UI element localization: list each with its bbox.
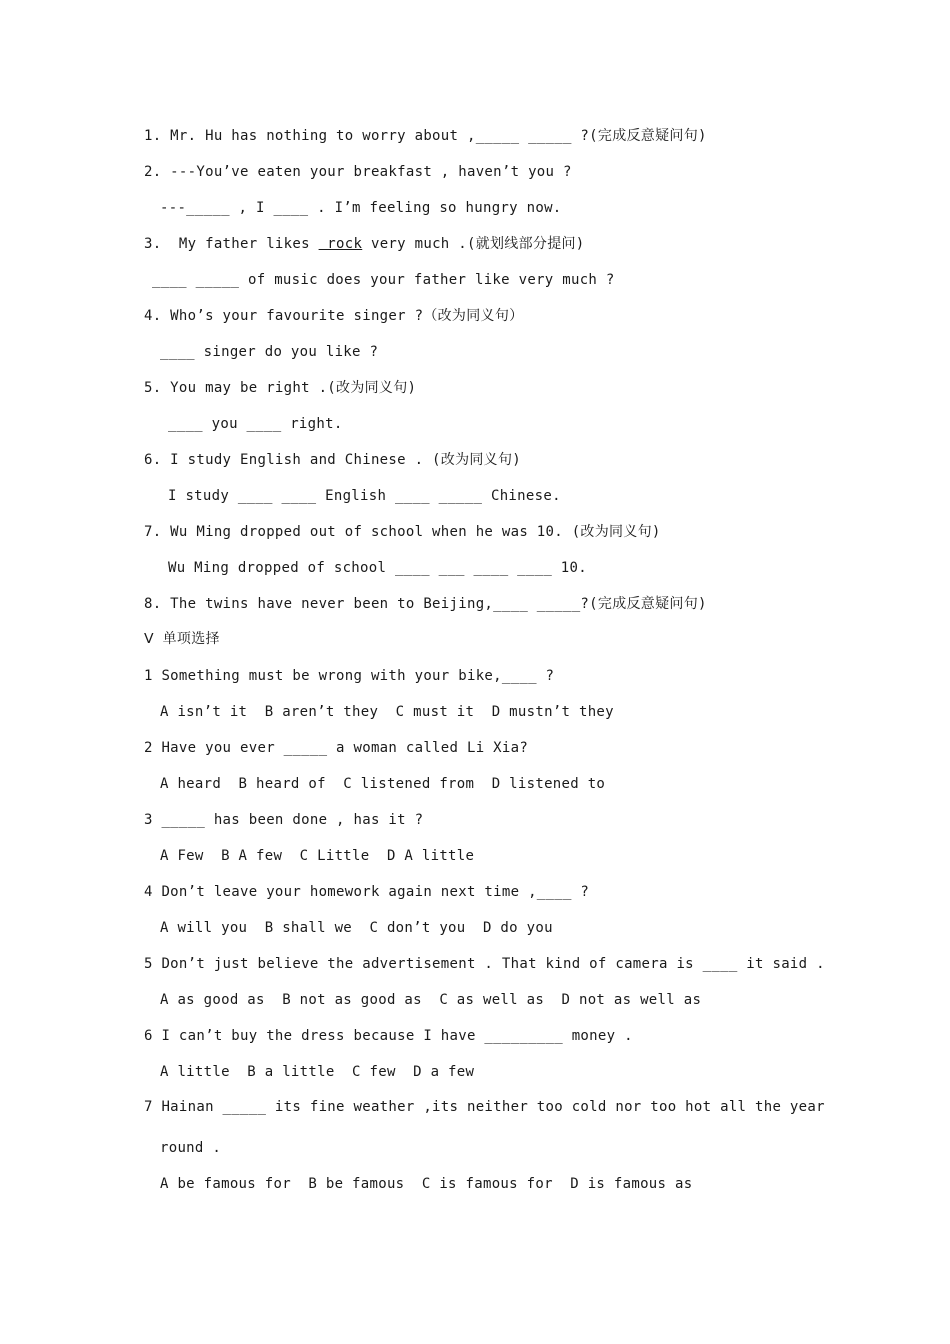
rewrite-q1: 1. Mr. Hu has nothing to worry about ,_____ _____ ?(完成反意疑问句) (144, 128, 707, 144)
rewrite-q3-answer: ____ _____ of music does your father like very much ? (152, 272, 615, 288)
mc-q6: 6 I can’t buy the dress because I have _________ money . (144, 1028, 633, 1044)
mc-q2-options: A heard B heard of C listened from D listened to (160, 776, 606, 792)
rewrite-q3-prefix: 3. My father likes (144, 236, 319, 252)
mc-q4-options: A will you B shall we C don’t you D do you (160, 920, 553, 936)
mc-q2: 2 Have you ever _____ a woman called Li Xia? (144, 740, 529, 756)
rewrite-q7-answer: Wu Ming dropped of school ____ ___ ____ ____ 10. (168, 560, 587, 576)
rewrite-q3-suffix: very much .(就划线部分提问) (362, 236, 585, 252)
mc-section-heading: Ⅴ 单项选择 (144, 631, 220, 647)
rewrite-q6-answer: I study ____ ____ English ____ _____ Chinese. (168, 488, 561, 504)
rewrite-q3-prompt (144, 234, 585, 254)
mc-q3: 3 _____ has been done , has it ? (144, 812, 424, 828)
rewrite-q3-underlined: rock (318, 236, 363, 252)
rewrite-q5-prompt: 5. You may be right .(改为同义句) (144, 380, 417, 396)
rewrite-q8: 8. The twins have never been to Beijing,____ _____?(完成反意疑问句) (144, 596, 707, 612)
mc-q5: 5 Don’t just believe the advertisement . That kind of camera is ____ it said . (144, 956, 825, 972)
rewrite-q2-answer: ---_____ , I ____ . I’m feeling so hungry now. (160, 200, 562, 216)
mc-q1: 1 Something must be wrong with your bike,____ ? (144, 668, 555, 684)
mc-q7-options: A be famous for B be famous C is famous for D is famous as (160, 1176, 693, 1192)
mc-q5-options: A as good as B not as good as C as well as D not as well as (160, 992, 702, 1008)
rewrite-q7-prompt: 7. Wu Ming dropped out of school when he was 10. (改为同义句) (144, 524, 661, 540)
mc-q7-line1: 7 Hainan _____ its fine weather ,its neither too cold nor too hot all the year (144, 1099, 825, 1115)
rewrite-q6-prompt: 6. I study English and Chinese . (改为同义句) (144, 452, 522, 468)
rewrite-q5-answer: ____ you ____ right. (168, 416, 343, 432)
mc-q6-options: A little B a little C few D a few (160, 1064, 475, 1080)
rewrite-q4-prompt: 4. Who’s your favourite singer ?（改为同义句） (144, 308, 524, 324)
mc-q1-options: A isn’t it B aren’t they C must it D mustn’t they (160, 704, 614, 720)
mc-q3-options: A Few B A few C Little D A little (160, 848, 475, 864)
mc-q7-line2: round . (160, 1140, 222, 1156)
rewrite-q4-answer: ____ singer do you like ? (160, 344, 379, 360)
rewrite-q2-prompt: 2. ---You’ve eaten your breakfast , haven’t you ? (144, 164, 572, 180)
mc-q4: 4 Don’t leave your homework again next time ,____ ? (144, 884, 590, 900)
